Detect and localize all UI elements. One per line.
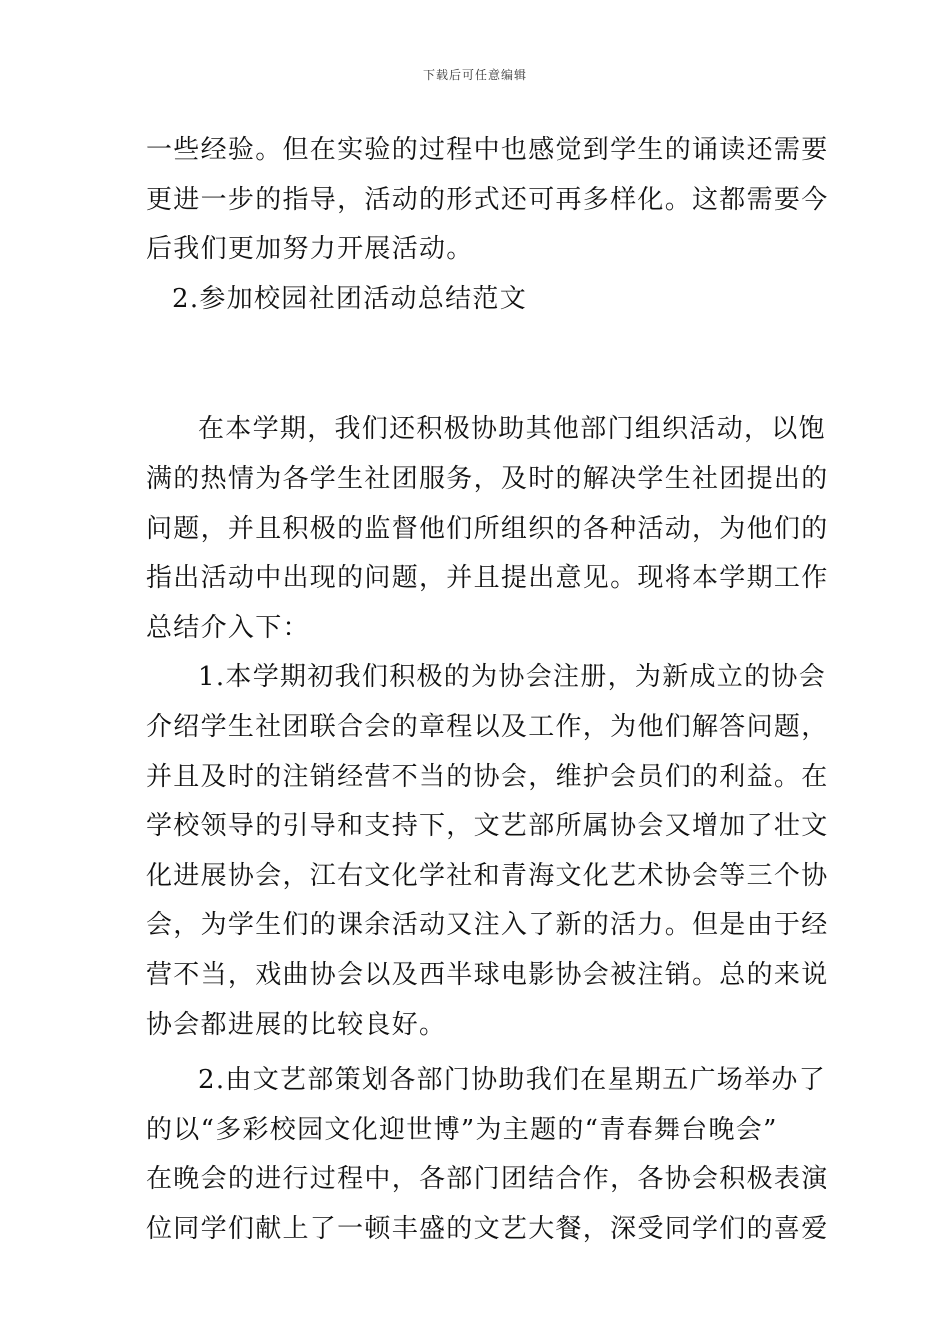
text-line: 在晚会的进行过程中，各部门团结合作，各协会积极表演 bbox=[146, 1164, 829, 1195]
text-line: 营不当，戏曲协会以及西半球电影协会被注销。总的来说 bbox=[146, 959, 829, 990]
text-line: 协会都进展的比较良好。 bbox=[146, 1009, 447, 1040]
text-line: 总结介入下： bbox=[146, 612, 310, 643]
text-line: 2.由文艺部策划各部门协助我们在星期五广场举办了 bbox=[198, 1065, 827, 1096]
text-line: 位同学们献上了一顿丰盛的文艺大餐，深受同学们的喜爱 bbox=[146, 1213, 829, 1244]
spacer bbox=[146, 324, 810, 405]
document-body bbox=[146, 126, 829, 1254]
text-line: 的以“多彩校园文化迎世博”为主题的“青春舞台晚会” bbox=[146, 1114, 778, 1145]
text-line: 在本学期，我们还积极协助其他部门组织活动，以饱 bbox=[198, 414, 826, 445]
text-line: 一些经验。但在实验的过程中也感觉到学生的诵读还需要 bbox=[146, 135, 829, 165]
text-line: 会，为学生们的课余活动又注入了新的活力。但是由于经 bbox=[146, 910, 829, 941]
text-line: 并且及时的注销经营不当的协会，维护会员们的利益。在 bbox=[146, 761, 829, 792]
page-header: 下载后可任意编辑 bbox=[422, 68, 527, 82]
text-line: 更进一步的指导，活动的形式还可再多样化。这都需要今 bbox=[146, 184, 829, 215]
text-line: 问题，并且积极的监督他们所组织的各种活动，为他们的 bbox=[146, 513, 829, 544]
text-line: 1.本学期初我们积极的为协会注册，为新成立的协会 bbox=[198, 662, 827, 693]
text-line: 满的热情为各学生社团服务，及时的解决学生社团提出的 bbox=[146, 463, 829, 494]
text-line: 化进展协会，江右文化学社和青海文化艺术协会等三个协 bbox=[146, 860, 829, 891]
text-line: 介绍学生社团联合会的章程以及工作，为他们解答问题， bbox=[146, 711, 829, 742]
section-title: 2.参加校园社团活动总结范文 bbox=[172, 283, 528, 314]
text-line: 后我们更加努力开展活动。 bbox=[146, 234, 474, 265]
text-line: 指出活动中出现的问题，并且提出意见。现将本学期工作 bbox=[146, 563, 829, 594]
text-line: 学校领导的引导和支持下，文艺部所属协会又增加了壮文 bbox=[146, 811, 829, 842]
